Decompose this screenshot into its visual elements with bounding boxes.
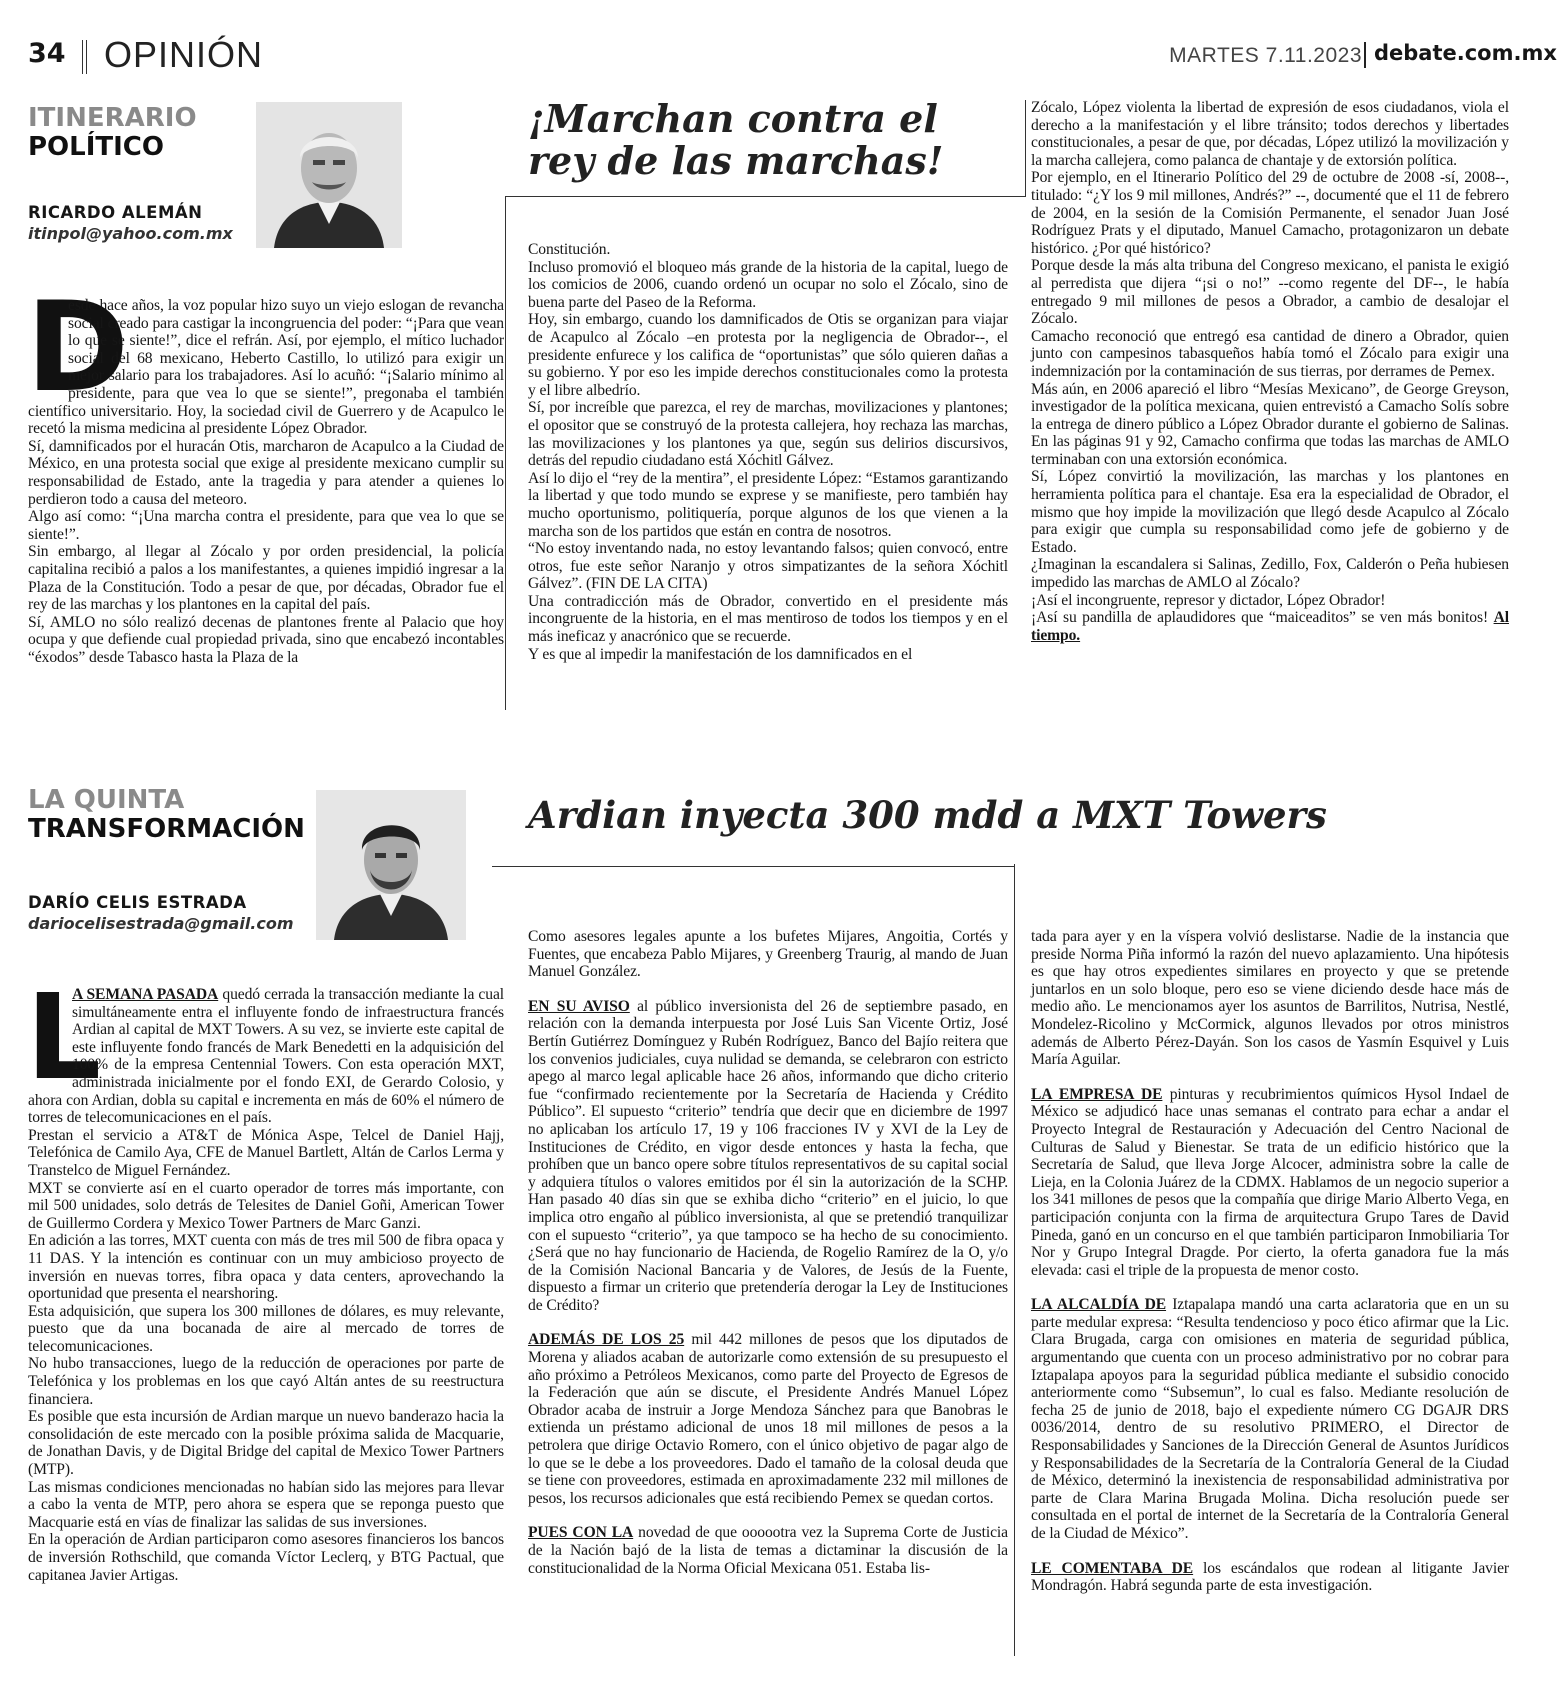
paragraph: MXT se convierte así en el cuarto operador de torres más importante, con mil 500 unidades, solo detrás de Telesites de Daniel Goñi, American Tower de Guillermo Cordera y Mexico Tower Partners de Marc Ganzi. (28, 1179, 504, 1232)
article1-col-left (26, 276, 504, 710)
page-number: 34 (28, 38, 66, 69)
paragraph: No hubo transacciones, luego de la reducción de operaciones por parte de Telefónica y los problemas en los que cayó Altán antes de su reestructura financiera. (28, 1355, 504, 1408)
article1-col-middle (528, 241, 1008, 711)
paragraph-text: mil 442 millones de pesos que los diputados de Morena y aliados acaban de autorizarle como extensión de su presupuesto el año próximo a Petróleos Mexicanos, como parte del Proyecto de Egresos de la Federación que aún se discute, el Presidente Andrés Manuel López Obrador acaba de instruir a Jorge Mendoza Sánchez para que Banobras le extienda un préstamo adicional de unos 18 mil millones de pesos a la petrolera que dirige Octavio Romero, con el único objetivo de pagar algo de lo que se le debe a los proveedores. Dado el tamaño de la colosal deuda que se tiene con proveedores, estimada en aproximadamente 232 mil millones de pesos, los recursos adicionales que está recibiendo Pemex se quedan cortos. (528, 1331, 1008, 1507)
author-email[interactable]: itinpol@yahoo.com.mx (28, 224, 233, 243)
author-name: DARÍO CELIS ESTRADA (28, 893, 247, 912)
section-title: OPINIÓN (104, 34, 264, 75)
paragraph: ¡Así el incongruente, represor y dictador, López Obrador! (1031, 591, 1386, 609)
author-photo-ricardo-aleman (256, 102, 402, 248)
paragraph: En la operación de Ardian participaron como asesores financieros los bancos de inversión Rothschild, que comanda Víctor Leclerq, y BTG Pactual, que capitanea Javier Artigas. (28, 1531, 504, 1584)
paragraph: Prestan el servicio a AT&T de Mónica Aspe, Telcel de Daniel Hajj, Telefónica de Camilo Aya, CFE de Manuel Bartlett, Altán de Carlos Lerma y Transtelco de Miguel Fernández. (28, 1126, 504, 1179)
lead-in: LA EMPRESA DE (1031, 1085, 1163, 1103)
paragraph-text: ¡Así su pandilla de aplaudidores que “maiceaditos” se ven más bonitos! (1031, 609, 1489, 627)
site-link[interactable]: debate.com.mx (1374, 41, 1557, 65)
headline-ardian: Ardian inyecta 300 mdd a MXT Towers (528, 793, 1327, 837)
lead-in: A SEMANA PASADA (72, 986, 219, 1003)
paragraph: Como asesores legales apunte a los bufetes Mijares, Angoitia, Cortés y Fuentes, que encabeza Pablo Mijares, y Greenberg Traurig, al mando de Juan Manuel González. (528, 928, 1008, 981)
paragraph: Zócalo, López violenta la libertad de expresión de esos ciudadanos, viola el derecho a la manifestación y el libre tránsito; todos derechos y libertades constitucionales, a pesar de que, por décadas, López utilizó la movilización y la marcha callejera, como palanca de chantaje y de extorsión política. (1031, 99, 1509, 169)
paragraph: tada para ayer y en la víspera volvió deslistarse. Nadie de la instancia que preside Norma Piña informó la razón del nuevo aplazamiento. Una hipótesis es que hay otros expedientes similares en proyecto y que se pretende juntarlos en un solo bloque, pero eso se viene diciendo desde hace más de medio año. Le mencionamos ayer los asuntos de Barrilitos, Nutrisa, Nestlé, Mondelez-Ricolino y McCormick, algunos llevados por otros ministros además de Alberto Pérez-Dayán. Son los casos de Yasmín Esquivel y Luis María Aguilar. (1031, 928, 1509, 1069)
lead-in: LE COMENTABA DE (1031, 1559, 1194, 1577)
paragraph-text: quedó cerrada la transacción mediante la cual simultáneamente entra el influyente fondo de infraestructura francés Ardian al capital de MXT Towers. A su vez, se invierte este capital de este influyente fondo francés de Mark Benedetti en la adquisición del 100% de la empresa Centennial Towers. Con esta operación MXT, administrada inicialmente por el fondo EXI, de Gerardo Colosio, y ahora con Ardian, dobla su capital e incrementa en más de 60% el número de torres de telecomunicaciones en el país. (28, 986, 504, 1127)
paragraph: Sin embargo, al llegar al Zócalo y por orden presidencial, la policía capitalina recibió a palos a los manifestantes, a quienes impidió ingresar a la Plaza de la Constitución. Todo a pesar de que, por décadas, Obrador fue el rey de las marchas y los plantones en la capital del país. (28, 543, 504, 614)
paragraph: Algo así como: “¡Una marcha contra el presidente, para que vea lo que se siente!”. (28, 508, 504, 543)
column-rule (1025, 100, 1026, 197)
author-name: RICARDO ALEMÁN (28, 203, 203, 222)
lead-in: EN SU AVISO (528, 997, 630, 1015)
paragraph (528, 998, 1008, 1315)
paragraph: Más aún, en 2006 apareció el libro “Mesías Mexicano”, de George Greyson, investigador de la política mexicana, quien entrevistó a Camacho Solís sobre la entrega de dinero público a López Obrador durante el gobierno de Salinas. En las páginas 91 y 92, Camacho confirma que todas las marchas de AMLO terminaban con una extorsión económica. (1031, 380, 1509, 468)
headline-rule (492, 866, 1014, 867)
paragraph: Es posible que esta incursión de Ardian marque un nuevo banderazo hacia la consolidación de este mercado con la posible próxima salida de Macquarie, de Jonathan Davis, y de Digital Bridge del capital de Mexico Tower Partners (MTP). (28, 1408, 504, 1479)
paragraph: esde hace años, la voz popular hizo suyo un viejo eslogan de revancha social creado para castigar la incongruencia del poder: “¡Para que vean lo que se siente!”, dice el refrán. Así, por ejemplo, el mítico luchador social del 68 mexicano, Heberto Castillo, lo utilizó para exigir un mejor salario para los trabajadores. Así lo acuñó: “¡Salario mínimo al presidente, para que vea lo que se siente!”, pregonaba el también científico universitario. Hoy, la sociedad civil de Guerrero y de Acapulco le recetó la misma medicina al presidente López Obrador. (28, 297, 504, 438)
paragraph: Una contradicción más de Obrador, convertido en el presidente más incongruente de la historia, en el mas mentiroso de todos los tiempos y en el más ineficaz y anacrónico que se recuerde. (528, 592, 1008, 646)
paragraph: Las mismas condiciones mencionadas no habían sido las mejores para llevar a cabo la venta de MTP, pero ahora se espera que se reponga puesto que Macquarie está en vías de finalizar las salidas de sus inversiones. (28, 1478, 504, 1531)
paragraph (1031, 609, 1509, 644)
paragraph: Sí, por increíble que parezca, el rey de marchas, movilizaciones y plantones; el opositor que se construyó de la protesta callejera, hoy rechaza las marchas, las movilizaciones y los plantones ya que, según sus delirios discursivos, detrás del repudio ciudadano está Xóchitl Gálvez. (528, 399, 1008, 470)
paragraph (1031, 1086, 1509, 1280)
headline-marchan: ¡Marchan contra el rey de las marchas! (528, 96, 944, 183)
header-divider-right (1364, 42, 1366, 68)
paragraph: Camacho reconoció que entregó esa cantidad de dinero a Obrador, quien junto con campesinos tabasqueños había tomó el Zócalo para exigir una indemnización por la contaminación de sus tierras, por derrames de Pemex. (1031, 327, 1509, 380)
lead-in: LA ALCALDÍA DE (1031, 1296, 1167, 1314)
column-rule (505, 196, 506, 710)
drop-cap: L (26, 968, 102, 1106)
paragraph (26, 968, 504, 1127)
paragraph: Hoy, sin embargo, cuando los damnificados de Otis se organizan para viajar de Acapulco al Zócalo –en protesta por la negligencia de Obrador--, el presidente enfurece y los califica de “oportunistas” que sólo quieren dañas a su gobierno. Y por eso les impide derechos constitucionales como la protesta y el libre albedrío. (528, 311, 1008, 399)
article2-col-middle (528, 928, 1008, 1668)
paragraph: “No estoy inventando nada, no estoy levantando falsos; quien convocó, entre otros, fue este señor Naranjo y otros simpatizantes de la señora Xóchitl Gálvez”. (FIN DE LA CITA) (528, 540, 1008, 593)
lead-in: ADEMÁS DE LOS 25 (528, 1331, 685, 1349)
paragraph-text: los escándalos que rodean al litigante Javier Mondragón. Habrá segunda parte de esta investigación. (1031, 1559, 1509, 1595)
paragraph: En adición a las torres, MXT cuenta con más de tres mil 500 de fibra opaca y 11 DAS. Y la intención es continuar con un muy ambicioso proyecto de inversión en nuevas torres, fibra opaca y data centers, aprovechando la oportunidad que presenta el nearshoring. (28, 1232, 504, 1303)
column-title-itinerario (28, 104, 197, 162)
paragraph: Constitución. (528, 241, 611, 258)
paragraph (1031, 1296, 1509, 1542)
paragraph: Esta adquisición, que supera los 300 millones de dólares, es muy relevante, puesto que da una bocanada de aire al mercado de torres de telecomunicaciones. (28, 1302, 504, 1355)
headline-rule (505, 196, 1025, 197)
paragraph (528, 1331, 1008, 1507)
closing-signoff: Al tiempo. (1031, 609, 1509, 644)
article1-col-right (1031, 99, 1509, 711)
paragraph: Porque desde la más alta tribuna del Congreso mexicano, el panista le exigió al perredista que dijera “¡si o no!” --como regente del DF--, le había entregado 9 mil millones de pesos a Obrador, a cambio de desalojar el Zócalo. (1031, 257, 1509, 328)
author-email[interactable]: dariocelisestrada@gmail.com (28, 914, 294, 933)
header-divider (82, 40, 87, 74)
paragraph: ¿Imaginan la escandalera si Salinas, Zedillo, Fox, Calderón o Peña hubiesen impedido las marchas de AMLO al Zócalo? (1031, 556, 1509, 592)
lead-in: PUES CON LA (528, 1524, 634, 1542)
paragraph: Incluso promovió el bloqueo más grande de la historia de la capital, luego de los comicios de 2006, cuando ordenó un ocupar no solo el Zócalo, sino de buena parte del Paseo de la Reforma. (528, 258, 1008, 311)
kicker-line1: ITINERARIO (28, 103, 197, 133)
article2-col-left (26, 968, 504, 1666)
paragraph (1031, 1560, 1509, 1595)
paragraph-text: pinturas y recubrimientos químicos Hysol Indael de México se adjudicó hace unas semanas el contrato para echar a andar el Proyecto Integral de Restauración y Adecuación del Centro Nacional de Culturas de Salud y Bienestar. Se trata de un edificio histórico que la Secretaría de Salud, que lleva Jorge Alcocer, administra sobre la calle de Lieja, en la Colonia Juárez de la CDMX. Hablamos de un negocio superior a los 341 millones de pesos que la compañía que dirige Mario Alberto Vega, en participación conjunta con la firma de arquitectura Grupo Tares de David Pineda, ganó en un concurso en el que también participaron Inmobiliaria Tor Nor y Grupo Integral Dragde. Por cierto, la oferta ganadora fue la más elevada: casi el triple de la propuesta de menor costo. (1031, 1085, 1509, 1279)
paragraph: Así lo dijo el “rey de la mentira”, el presidente López: “Estamos garantizando la libertad y que todo mundo se exprese y se manifieste, pero también hay mucho oportunismo, politiquería, porque algunos de los que vienen a la marcha son de los partidos que están en contra de nosotros. (528, 469, 1008, 540)
column-rule (1014, 864, 1015, 1656)
issue-date: MARTES 7.11.2023 (1169, 44, 1362, 67)
kicker-line2: POLÍTICO (28, 132, 164, 162)
paragraph: Sí, AMLO no sólo realizó decenas de plantones frente al Palacio que hoy ocupa y que defiende cual propiedad privada, sino que encabezó incontables “éxodos” desde Tabasco hasta la Plaza de la (28, 613, 504, 666)
paragraph: Por ejemplo, en el Itinerario Político del 29 de octubre de 2008 -sí, 2008--, titulado: “¿Y los 9 mil millones, Andrés?” --, documenté que el 11 de febrero de 2004, en la sesión de la Comisión Permanente, el senador Juan José Rodríguez Prats y el diputado, Manuel Camacho, protagonizaron un debate histórico. ¿Por qué histórico? (1031, 169, 1509, 257)
kicker-line2: TRANSFORMACIÓN (28, 814, 305, 844)
kicker-line1: LA QUINTA (28, 785, 185, 815)
paragraph: Sí, damnificados por el huracán Otis, marcharon de Acapulco a la Ciudad de México, en una protesta social que exige al presidente mexicano cumplir su responsabilidad de Estado, ante la tragedia y para atender a quienes lo perdieron todo a causa del meteoro. (28, 437, 504, 508)
paragraph-text: Iztapalapa mandó una carta aclaratoria que en un su parte medular expresa: “Resulta tendencioso y poco ético afirmar que la Lic. Clara Brugada, carga con omisiones en materia de seguridad pública, argumentando que cuenta con un proceso administrativo por no cobrar para Iztapalapa apoyos para la seguridad pública mediante el subsidio conocido anteriormente como “Subsemun”, lo cual es falso. Mediante resolución de fecha 25 de junio de 2018, bajo el expediente número CG DGAJR DRS 0036/2014, dentro de su resolutivo PRIMERO, el Director de Responsabilidades y Sanciones de la Dirección General de Asuntos Jurídicos y Responsabilidades de la Secretaría de la Contraloría General de la Ciudad de México, determinó la inexistencia de responsabilidad administrativa por parte de Clara Marina Brugada Molina. Dicha resolución puede ser consultada en el portal de internet de la Secretaría de la Contraloría General de la Ciudad de México”. (1031, 1296, 1509, 1542)
drop-cap: D (26, 276, 129, 420)
paragraph (528, 1524, 1008, 1577)
paragraph: Sí, López convirtió la movilización, las marchas y los plantones en herramienta política para el chantaje. Esa era la especialidad de Obrador, el mismo que hoy impide la movilización que llegó desde Acapulco al Zócalo para exigir que cumpla su responsabilidad como jefe de gobierno y de Estado. (1031, 468, 1509, 556)
column-title-quinta (28, 786, 305, 844)
paragraph: Y es que al impedir la manifestación de los damnificados en el (528, 645, 913, 663)
author-photo-dario-celis (316, 790, 466, 940)
article2-col-right (1031, 928, 1509, 1668)
paragraph-text: novedad de que oooootra vez la Suprema Corte de Justicia de la Nación bajó de la lista de temas a dictaminar la discusión de la constitucionalidad de la Norma Oficial Mexicana 051. Estaba lis- (528, 1524, 1008, 1577)
paragraph-text: al público inversionista del 26 de septiembre pasado, en relación con la demanda interpuesta por José Luis San Vicente Ortiz, José Bertín Gutiérrez Domínguez y Rubén Rodríguez, Banco del Bajío reitera que los convenios judiciales, cuya nulidad se demanda, se celebraron con estricto apego al marco legal aplicable hace 26 años, informando que dicho criterio fue “confirmado recientemente por la Secretaría de Hacienda y Crédito Público”. El supuesto “criterio” tendría que decir que en diciembre de 1997 no aplicaban los artículo 17, 19 y 106 fracciones IV y XVI de la Ley de Instituciones de Crédito, en vigor desde entonces y hasta la fecha, que prohíben que un banco opere sobre títulos representativos de su capital social y adquiera títulos o valores emitidos por él sin la autorización de la SCHP. Han pasado 40 días sin que se exhiba dicho “criterio” en el juicio, lo que implica otro engaño al público inversionista, al que se pretendió tranquilizar con el supuesto “criterio”, ya que tampoco se ha hecho de su conocimiento. ¿Será que no hay funcionario de Hacienda, de Rogelio Ramírez de la O, y/o de la Comisión Nacional Bancaria y de Valores, de Jesús de la Fuente, dispuesto a firmar un criterio que pretendería derogar la Ley de Instituciones de Crédito? (528, 997, 1008, 1314)
